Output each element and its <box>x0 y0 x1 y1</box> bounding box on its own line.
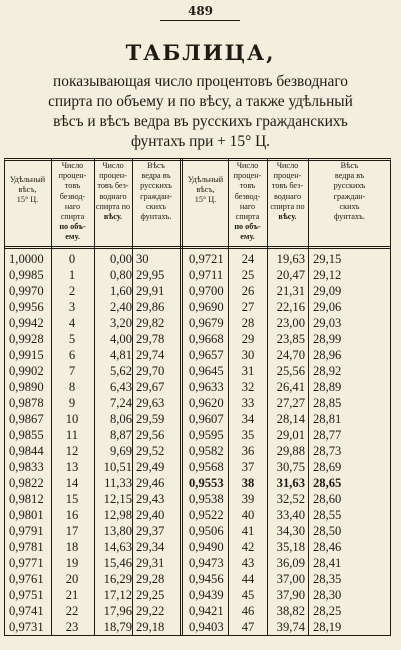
subtitle-line: фунтахъ при + 15° Ц. <box>130 133 271 150</box>
percent-volume-cell: 12 <box>65 444 79 458</box>
percent-volume-cell: 34 <box>241 412 255 426</box>
pail-weight-cell: 29,15 <box>313 252 342 266</box>
percent-weight-cell: 5,62 <box>109 364 132 378</box>
percent-weight-cell: 37,90 <box>276 588 305 602</box>
pail-weight-cell: 29,70 <box>136 364 165 378</box>
page-number-rule <box>160 20 240 21</box>
pail-weight-cell: 29,03 <box>313 316 342 330</box>
subtitle-line: спирта по объему и по вѣсу, а также удѣльный <box>48 93 353 110</box>
percent-weight-cell: 34,30 <box>276 524 305 538</box>
percent-volume-cell: 45 <box>241 588 255 602</box>
percent-weight-cell: 18,79 <box>103 620 132 634</box>
percent-volume-cell: 35 <box>241 428 255 442</box>
pail-weight-cell: 29,49 <box>136 460 165 474</box>
percent-weight-cell: 26,41 <box>276 380 305 394</box>
specific-gravity-cell: 0,9791 <box>9 524 44 538</box>
percent-weight-cell: 16,29 <box>103 572 132 586</box>
specific-gravity-cell: 0,9890 <box>9 380 44 394</box>
percent-weight-cell: 17,12 <box>103 588 132 602</box>
pail-weight-cell: 29,34 <box>136 540 165 554</box>
percent-weight-cell: 10,51 <box>103 460 132 474</box>
pail-weight-cell: 29,95 <box>136 268 165 282</box>
header-pail-weight: Вѣсъ ведра въ русскихъ граждан- скихъ фунтахъ. <box>140 161 172 222</box>
pail-weight-cell: 29,22 <box>136 604 165 618</box>
header-pail-weight-right: Вѣсъ ведра въ русскихъ граждан- скихъ фунтахъ. <box>333 161 366 222</box>
specific-gravity-cell: 0,9711 <box>189 268 224 282</box>
pail-weight-cell: 29,09 <box>313 284 342 298</box>
percent-volume-cell: 9 <box>68 396 76 410</box>
pail-weight-cell: 29,43 <box>136 492 165 506</box>
percent-weight-cell: 29,01 <box>276 428 305 442</box>
pail-weight-cell: 28,55 <box>313 508 342 522</box>
percent-volume-cell: 44 <box>241 572 255 586</box>
table-row <box>4 299 391 315</box>
percent-weight-cell: 21,31 <box>276 284 305 298</box>
header-percent-weight-right: Число процен- товъ без- воднаго спирта по вѣсу. <box>270 161 305 222</box>
percent-volume-cell: 7 <box>68 364 76 378</box>
table-subtitle <box>4 72 397 152</box>
pail-weight-cell: 29,12 <box>313 268 342 282</box>
specific-gravity-cell: 0,9633 <box>189 380 224 394</box>
percent-volume-cell: 23 <box>65 620 79 634</box>
percent-weight-cell: 4,81 <box>109 348 132 362</box>
specific-gravity-cell: 0,9731 <box>9 620 44 634</box>
pail-weight-cell: 28,25 <box>313 604 342 618</box>
percent-volume-cell: 33 <box>241 396 255 410</box>
percent-weight-cell: 20,47 <box>276 268 305 282</box>
pail-weight-cell: 29,67 <box>136 380 165 394</box>
percent-weight-cell: 27,27 <box>276 396 305 410</box>
percent-volume-cell: 17 <box>65 524 79 538</box>
percent-weight-cell: 1,60 <box>109 284 132 298</box>
pail-weight-cell: 29,28 <box>136 572 165 586</box>
table-row <box>4 507 391 523</box>
percent-weight-cell: 25,56 <box>276 364 305 378</box>
specific-gravity-cell: 0,9822 <box>9 476 44 490</box>
percent-weight-cell: 0,00 <box>109 252 132 266</box>
pail-weight-cell: 29,59 <box>136 412 165 426</box>
percent-weight-cell: 39,74 <box>276 620 305 634</box>
pail-weight-cell: 28,60 <box>313 492 342 506</box>
specific-gravity-cell: 0,9902 <box>9 364 44 378</box>
table-row <box>4 411 391 427</box>
specific-gravity-cell: 0,9833 <box>9 460 44 474</box>
header-specific-gravity: Удѣльный вѣсъ, 15° Ц. <box>9 175 46 205</box>
percent-weight-cell: 37,00 <box>276 572 305 586</box>
percent-weight-cell: 35,18 <box>276 540 305 554</box>
specific-gravity-cell: 0,9942 <box>9 316 44 330</box>
subtitle-line: показывающая число процентовъ безводнаго <box>53 73 348 90</box>
percent-weight-cell: 8,87 <box>109 428 132 442</box>
table-row <box>4 395 391 411</box>
specific-gravity-cell: 0,9553 <box>189 476 224 490</box>
table-body <box>4 251 391 635</box>
percent-volume-cell: 28 <box>241 316 255 330</box>
table-row <box>4 555 391 571</box>
table-row <box>4 347 391 363</box>
specific-gravity-cell: 0,9761 <box>9 572 44 586</box>
percent-volume-cell: 13 <box>65 460 79 474</box>
specific-gravity-cell: 0,9928 <box>9 332 44 346</box>
pail-weight-cell: 28,69 <box>313 460 342 474</box>
specific-gravity-cell: 0,9855 <box>9 428 44 442</box>
specific-gravity-cell: 0,9801 <box>9 508 44 522</box>
specific-gravity-cell: 0,9490 <box>189 540 224 554</box>
specific-gravity-cell: 0,9985 <box>9 268 44 282</box>
percent-volume-cell: 24 <box>241 252 255 266</box>
percent-volume-cell: 8 <box>68 380 76 394</box>
percent-weight-cell: 17,96 <box>103 604 132 618</box>
percent-weight-cell: 12,15 <box>103 492 132 506</box>
table-row <box>4 251 391 267</box>
pail-weight-cell: 29,56 <box>136 428 165 442</box>
specific-gravity-cell: 0,9522 <box>189 508 224 522</box>
percent-volume-cell: 38 <box>241 476 255 490</box>
specific-gravity-cell: 1,0000 <box>9 252 44 266</box>
percent-weight-cell: 32,52 <box>276 492 305 506</box>
percent-weight-cell: 13,80 <box>103 524 132 538</box>
specific-gravity-cell: 0,9668 <box>189 332 224 346</box>
table-row <box>4 331 391 347</box>
percent-volume-cell: 4 <box>68 316 76 330</box>
percent-volume-cell: 2 <box>68 284 76 298</box>
percent-volume-cell: 18 <box>65 540 79 554</box>
pail-weight-cell: 28,65 <box>313 476 342 490</box>
percent-weight-cell: 3,20 <box>109 316 132 330</box>
percent-volume-cell: 31 <box>241 364 255 378</box>
specific-gravity-cell: 0,9812 <box>9 492 44 506</box>
percent-volume-cell: 41 <box>241 524 255 538</box>
specific-gravity-cell: 0,9403 <box>189 620 224 634</box>
header-percent-weight: Число процен- товъ без- воднаго спирта по вѣсу. <box>95 161 131 222</box>
percent-volume-cell: 11 <box>65 428 79 442</box>
pail-weight-cell: 28,99 <box>313 332 342 346</box>
percent-volume-cell: 0 <box>68 252 76 266</box>
pail-weight-cell: 29,31 <box>136 556 165 570</box>
specific-gravity-cell: 0,9473 <box>189 556 224 570</box>
specific-gravity-cell: 0,9657 <box>189 348 224 362</box>
specific-gravity-cell: 0,9781 <box>9 540 44 554</box>
percent-weight-cell: 29,88 <box>276 444 305 458</box>
percent-volume-cell: 39 <box>241 492 255 506</box>
percent-volume-cell: 14 <box>65 476 79 490</box>
specific-gravity-cell: 0,9439 <box>189 588 224 602</box>
header-specific-gravity-right: Удѣльный вѣсъ, 15° Ц. <box>187 175 224 205</box>
percent-weight-cell: 36,09 <box>276 556 305 570</box>
specific-gravity-cell: 0,9620 <box>189 396 224 410</box>
percent-volume-cell: 46 <box>241 604 255 618</box>
percent-weight-cell: 30,75 <box>276 460 305 474</box>
percent-weight-cell: 23,00 <box>276 316 305 330</box>
specific-gravity-cell: 0,9645 <box>189 364 224 378</box>
percent-volume-cell: 30 <box>241 348 255 362</box>
percent-weight-cell: 6,43 <box>109 380 132 394</box>
percent-volume-cell: 40 <box>241 508 255 522</box>
pail-weight-cell: 29,46 <box>136 476 165 490</box>
specific-gravity-cell: 0,9421 <box>189 604 224 618</box>
percent-volume-cell: 37 <box>241 460 255 474</box>
pail-weight-cell: 28,77 <box>313 428 342 442</box>
percent-volume-cell: 27 <box>241 300 255 314</box>
specific-gravity-cell: 0,9690 <box>189 300 224 314</box>
pail-weight-cell: 29,18 <box>136 620 165 634</box>
pail-weight-cell: 29,86 <box>136 300 165 314</box>
pail-weight-cell: 28,73 <box>313 444 342 458</box>
pail-weight-cell: 29,52 <box>136 444 165 458</box>
table-row <box>4 539 391 555</box>
pail-weight-cell: 29,06 <box>313 300 342 314</box>
percent-volume-cell: 26 <box>241 284 255 298</box>
specific-gravity-cell: 0,9878 <box>9 396 44 410</box>
percent-volume-cell: 36 <box>241 444 255 458</box>
percent-weight-cell: 28,14 <box>276 412 305 426</box>
specific-gravity-cell: 0,9915 <box>9 348 44 362</box>
percent-weight-cell: 23,85 <box>276 332 305 346</box>
percent-volume-cell: 47 <box>241 620 255 634</box>
specific-gravity-cell: 0,9741 <box>9 604 44 618</box>
percent-weight-cell: 9,69 <box>109 444 132 458</box>
specific-gravity-cell: 0,9771 <box>9 556 44 570</box>
percent-weight-cell: 8,06 <box>109 412 132 426</box>
specific-gravity-cell: 0,9506 <box>189 524 224 538</box>
table-row <box>4 283 391 299</box>
subtitle-line: вѣсъ и вѣсъ ведра въ русскихъ гражданскихъ <box>53 113 348 130</box>
percent-volume-cell: 5 <box>68 332 76 346</box>
specific-gravity-cell: 0,9867 <box>9 412 44 426</box>
pail-weight-cell: 28,92 <box>313 364 342 378</box>
percent-weight-cell: 11,33 <box>104 476 132 490</box>
percent-weight-cell: 2,40 <box>109 300 132 314</box>
percent-weight-cell: 4,00 <box>109 332 132 346</box>
specific-gravity-cell: 0,9456 <box>189 572 224 586</box>
table-row <box>4 459 391 475</box>
table-row <box>4 443 391 459</box>
pail-weight-cell: 28,30 <box>313 588 342 602</box>
page-number: 489 <box>187 4 214 18</box>
pail-weight-cell: 28,19 <box>313 620 342 634</box>
pail-weight-cell: 29,78 <box>136 332 165 346</box>
specific-gravity-cell: 0,9538 <box>189 492 224 506</box>
percent-weight-cell: 14,63 <box>103 540 132 554</box>
percent-weight-cell: 22,16 <box>276 300 305 314</box>
percent-volume-cell: 6 <box>68 348 76 362</box>
pail-weight-cell: 28,81 <box>313 412 342 426</box>
pail-weight-cell: 29,37 <box>136 524 165 538</box>
table-row <box>4 491 391 507</box>
pail-weight-cell: 29,40 <box>136 508 165 522</box>
table-row <box>4 427 391 443</box>
pail-weight-cell: 29,25 <box>136 588 165 602</box>
pail-weight-cell: 28,96 <box>313 348 342 362</box>
specific-gravity-cell: 0,9956 <box>9 300 44 314</box>
percent-volume-cell: 21 <box>65 588 79 602</box>
pail-weight-cell: 28,41 <box>313 556 342 570</box>
specific-gravity-cell: 0,9607 <box>189 412 224 426</box>
percent-weight-cell: 0,80 <box>109 268 132 282</box>
percent-volume-cell: 22 <box>65 604 79 618</box>
specific-gravity-cell: 0,9700 <box>189 284 224 298</box>
pail-weight-cell: 28,89 <box>313 380 342 394</box>
table-row <box>4 523 391 539</box>
table-row <box>4 267 391 283</box>
pail-weight-cell: 29,82 <box>136 316 165 330</box>
pail-weight-cell: 29,74 <box>136 348 165 362</box>
percent-volume-cell: 19 <box>65 556 79 570</box>
percent-volume-cell: 43 <box>241 556 255 570</box>
percent-weight-cell: 38,82 <box>276 604 305 618</box>
percent-weight-cell: 12,98 <box>103 508 132 522</box>
percent-weight-cell: 31,63 <box>276 476 305 490</box>
percent-volume-cell: 32 <box>241 380 255 394</box>
percent-weight-cell: 24,70 <box>276 348 305 362</box>
specific-gravity-cell: 0,9595 <box>189 428 224 442</box>
percent-volume-cell: 42 <box>241 540 255 554</box>
table-row <box>4 603 391 619</box>
pail-weight-cell: 28,50 <box>313 524 342 538</box>
percent-volume-cell: 16 <box>65 508 79 522</box>
specific-gravity-cell: 0,9679 <box>189 316 224 330</box>
table-row <box>4 571 391 587</box>
percent-volume-cell: 29 <box>241 332 255 346</box>
pail-weight-cell: 29,63 <box>136 396 165 410</box>
header-percent-volume: Число процен- товъ безвод- наго спирта по объ- ему. <box>58 161 87 242</box>
table-row <box>4 475 391 491</box>
pail-weight-cell: 28,35 <box>313 572 342 586</box>
table-row <box>4 619 391 635</box>
percent-volume-cell: 15 <box>65 492 79 506</box>
pail-weight-cell: 28,46 <box>313 540 342 554</box>
specific-gravity-cell: 0,9751 <box>9 588 44 602</box>
table-row <box>4 315 391 331</box>
percent-volume-cell: 10 <box>65 412 79 426</box>
specific-gravity-cell: 0,9582 <box>189 444 224 458</box>
table-row <box>4 363 391 379</box>
percent-volume-cell: 25 <box>241 268 255 282</box>
percent-volume-cell: 20 <box>65 572 79 586</box>
percent-volume-cell: 3 <box>68 300 76 314</box>
specific-gravity-cell: 0,9844 <box>9 444 44 458</box>
header-percent-volume-right: Число процен- товъ безвод- наго спирта по объ- ему. <box>233 161 262 242</box>
percent-weight-cell: 19,63 <box>276 252 305 266</box>
specific-gravity-cell: 0,9970 <box>9 284 44 298</box>
percent-weight-cell: 33,40 <box>276 508 305 522</box>
table-row <box>4 587 391 603</box>
specific-gravity-cell: 0,9721 <box>189 252 224 266</box>
percent-weight-cell: 15,46 <box>103 556 132 570</box>
specific-gravity-cell: 0,9568 <box>189 460 224 474</box>
pail-weight-cell: 30 <box>136 252 149 266</box>
table-title: ТАБЛИЦА, <box>125 40 276 65</box>
percent-volume-cell: 1 <box>68 268 76 282</box>
percent-weight-cell: 7,24 <box>109 396 132 410</box>
pail-weight-cell: 29,91 <box>136 284 165 298</box>
pail-weight-cell: 28,85 <box>313 396 342 410</box>
table-row <box>4 379 391 395</box>
